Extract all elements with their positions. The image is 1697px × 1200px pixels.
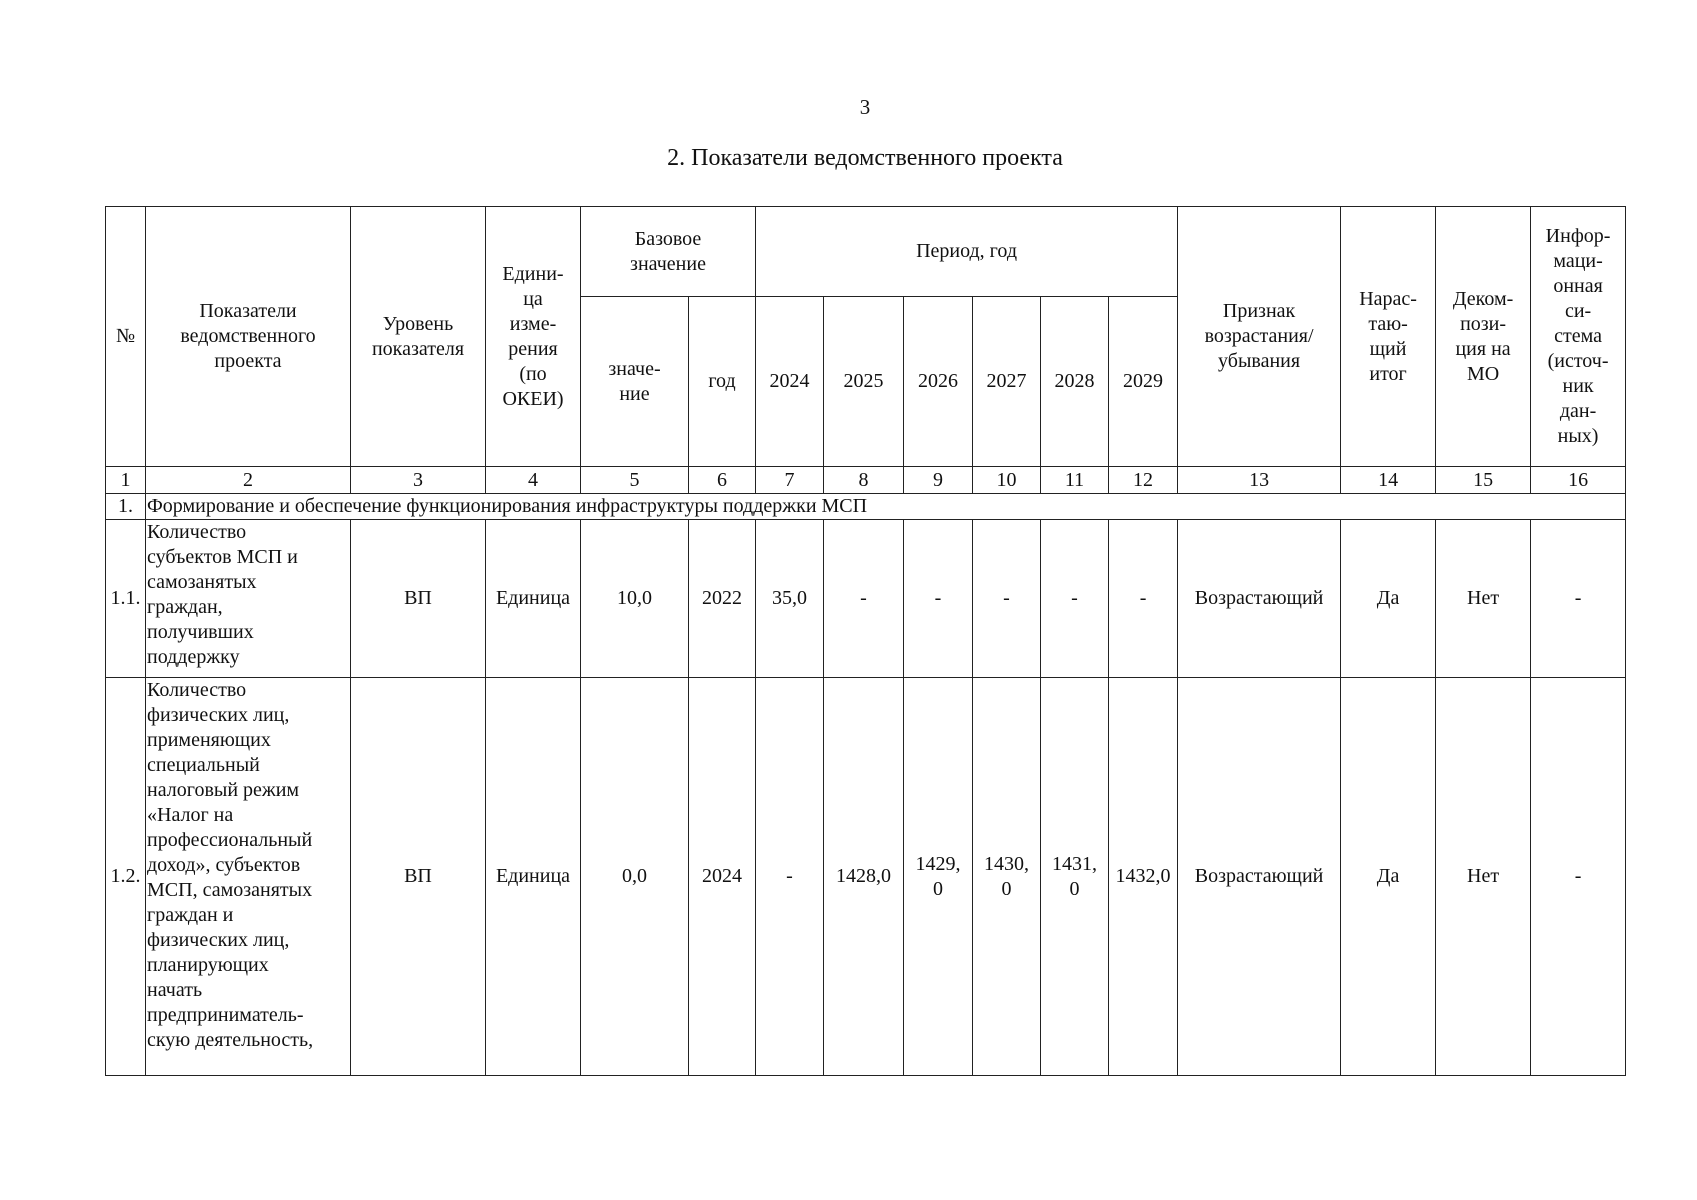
- row-decomposition: Нет: [1436, 678, 1531, 1076]
- row-decomposition: Нет: [1436, 520, 1531, 678]
- row-value-2028: 1431, 0: [1041, 678, 1109, 1076]
- section-row: [106, 494, 1626, 520]
- row-value-2029: -: [1109, 520, 1178, 678]
- header-year-2025: 2025: [824, 297, 904, 467]
- header-year-2026: 2026: [904, 297, 973, 467]
- indicators-table: [105, 206, 1626, 1076]
- header-base-value: значе- ние: [581, 297, 689, 467]
- header-unit: Едини- ца изме- рения (по ОКЕИ): [486, 207, 581, 467]
- header-year-2029: 2029: [1109, 297, 1178, 467]
- column-number: 8: [824, 467, 904, 494]
- column-number: 12: [1109, 467, 1178, 494]
- row-value-2024: 35,0: [756, 520, 824, 678]
- row-indicator: [146, 520, 351, 678]
- row-no: 1.2.: [106, 678, 146, 1076]
- row-value-2026: -: [904, 520, 973, 678]
- table-row: [106, 678, 1626, 1076]
- row-cumulative: Да: [1341, 520, 1436, 678]
- header-level: Уровень показателя: [351, 207, 486, 467]
- column-number: 15: [1436, 467, 1531, 494]
- row-value-2024: -: [756, 678, 824, 1076]
- header-period: Период, год: [756, 207, 1178, 297]
- column-numbers-row: [106, 467, 1626, 494]
- row-value-2025: -: [824, 520, 904, 678]
- column-number: 16: [1531, 467, 1626, 494]
- row-base-value: 10,0: [581, 520, 689, 678]
- header-cumulative: Нарас- таю- щий итог: [1341, 207, 1436, 467]
- header-no: №: [106, 207, 146, 467]
- row-value-2027: 1430, 0: [973, 678, 1041, 1076]
- row-unit: Единица: [486, 520, 581, 678]
- row-sign: Возрастающий: [1178, 678, 1341, 1076]
- column-number: 4: [486, 467, 581, 494]
- row-base-year: 2022: [689, 520, 756, 678]
- table-row: [106, 520, 1626, 678]
- header-row-top: [106, 207, 1626, 297]
- document-title: 2. Показатели ведомственного проекта: [667, 145, 1063, 171]
- section-no: 1.: [106, 494, 146, 520]
- row-no: 1.1.: [106, 520, 146, 678]
- column-number: 3: [351, 467, 486, 494]
- column-number: 14: [1341, 467, 1436, 494]
- column-number: 6: [689, 467, 756, 494]
- row-value-2025: 1428,0: [824, 678, 904, 1076]
- header-year-2024: 2024: [756, 297, 824, 467]
- row-info-system: -: [1531, 678, 1626, 1076]
- header-year-2027: 2027: [973, 297, 1041, 467]
- section-title: Формирование и обеспечение функционирования инфраструктуры поддержки МСП: [146, 494, 1626, 520]
- row-cumulative: Да: [1341, 678, 1436, 1076]
- row-base-value: 0,0: [581, 678, 689, 1076]
- row-sign: Возрастающий: [1178, 520, 1341, 678]
- row-level: ВП: [351, 520, 486, 678]
- row-value-2027: -: [973, 520, 1041, 678]
- row-value-2026: 1429, 0: [904, 678, 973, 1076]
- column-number: 7: [756, 467, 824, 494]
- column-number: 10: [973, 467, 1041, 494]
- row-indicator-text: Количество физических лиц, применяющих специальный налоговый режим «Налог на профессиональный доход», субъектов МСП, самозанятых граждан и физических лиц, планирующих начать предприниматель- скую деятельность,: [147, 679, 314, 1051]
- column-number: 9: [904, 467, 973, 494]
- header-sign: Признак возрастания/ убывания: [1178, 207, 1341, 467]
- page-number: 3: [859, 95, 871, 119]
- row-unit: Единица: [486, 678, 581, 1076]
- header-base: Базовое значение: [581, 207, 756, 297]
- header-base-year: год: [689, 297, 756, 467]
- column-number: 2: [146, 467, 351, 494]
- header-year-2028: 2028: [1041, 297, 1109, 467]
- header-info-system: Инфор- маци- онная си- стема (источ- ник дан- ных): [1531, 207, 1626, 467]
- column-number: 11: [1041, 467, 1109, 494]
- row-indicator: [146, 678, 351, 1076]
- row-level: ВП: [351, 678, 486, 1076]
- column-number: 5: [581, 467, 689, 494]
- column-number: 13: [1178, 467, 1341, 494]
- row-info-system: -: [1531, 520, 1626, 678]
- row-value-2028: -: [1041, 520, 1109, 678]
- header-decomposition: Деком- пози- ция на МО: [1436, 207, 1531, 467]
- row-indicator-text: Количество субъектов МСП и самозанятых граждан, получивших поддержку: [147, 521, 298, 668]
- header-indicator: Показатели ведомственного проекта: [146, 207, 351, 467]
- row-base-year: 2024: [689, 678, 756, 1076]
- row-value-2029: 1432,0: [1109, 678, 1178, 1076]
- column-number: 1: [106, 467, 146, 494]
